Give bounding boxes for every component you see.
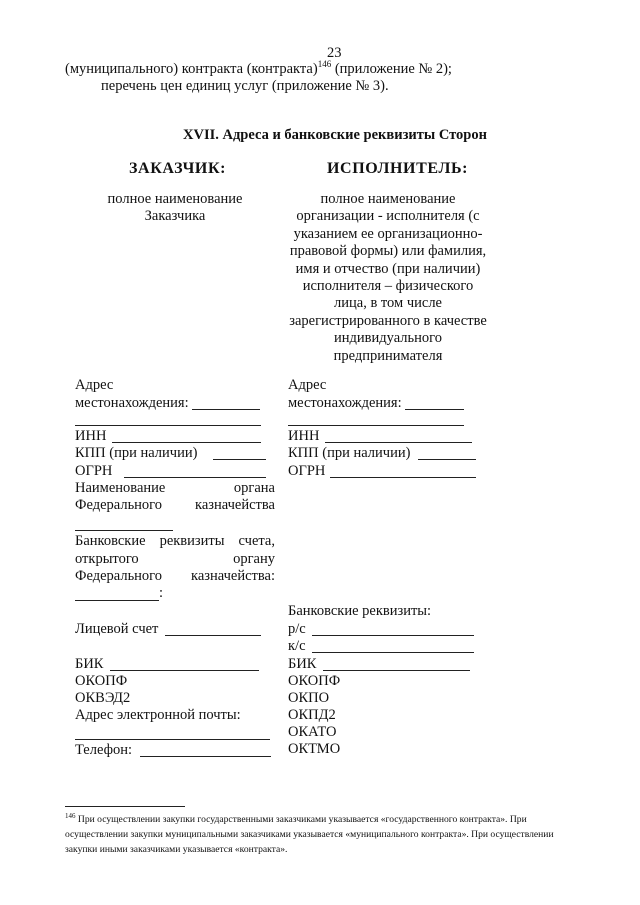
contractor-inn-label: ИНН — [288, 428, 320, 444]
contractor-kpp-label: КПП (при наличии) — [288, 445, 411, 461]
contractor-address-label-1: Адрес — [288, 377, 327, 393]
customer-bank-row-2 — [75, 551, 275, 569]
contractor-okpo-label: ОКПО — [288, 690, 330, 706]
contractor-name-line: зарегистрированного в качестве — [289, 312, 487, 329]
word: казначейства — [195, 497, 275, 513]
footnote-number: 146 — [65, 811, 76, 820]
customer-inn-blank[interactable] — [112, 442, 261, 443]
customer-ogrn-label: ОГРН — [75, 463, 113, 479]
contractor-address-label-2: местонахождения: — [288, 395, 402, 411]
customer-bank-row-1 — [75, 533, 275, 551]
customer-personal-account-label: Лицевой счет — [75, 621, 159, 637]
customer-email-blank[interactable] — [75, 739, 270, 740]
page-number: 23 — [327, 45, 342, 61]
customer-bik-blank[interactable] — [110, 670, 259, 671]
contractor-rs-label: р/с — [288, 621, 306, 637]
contractor-name-line: индивидуального — [334, 330, 442, 347]
customer-bik-label: БИК — [75, 656, 104, 672]
customer-inn-label: ИНН — [75, 428, 107, 444]
customer-phone-blank[interactable] — [140, 756, 271, 757]
customer-treasury-name — [75, 480, 275, 514]
contractor-name-line: имя и отчество (при наличии) — [295, 260, 481, 277]
footnote-line-2: осуществлении закупки муниципальными заказчиками указывается «муниципального контракта». При осуществлении — [65, 829, 554, 840]
word: казначейства: — [191, 568, 275, 584]
customer-email-label: Адрес электронной почты: — [75, 707, 241, 723]
customer-heading: ЗАКАЗЧИК: — [129, 160, 227, 177]
contractor-name-line: предпринимателя — [333, 347, 443, 364]
intro-line-1-start: (муниципального) контракта (контракта) — [65, 61, 318, 77]
word: Федерального — [75, 497, 163, 513]
word: Банковские — [75, 533, 146, 549]
customer-phone-label: Телефон: — [75, 742, 133, 758]
intro-line-2: перечень цен единиц услуг (приложение № 3). — [101, 78, 389, 94]
contractor-address-blank-2[interactable] — [288, 425, 464, 426]
word: органу — [233, 550, 275, 567]
word: Федерального — [75, 568, 163, 584]
customer-ogrn-blank[interactable] — [124, 477, 266, 478]
customer-kpp-label: КПП (при наличии) — [75, 445, 198, 461]
customer-kpp-blank[interactable] — [213, 459, 266, 460]
contractor-inn-blank[interactable] — [325, 442, 472, 443]
word: органа — [233, 480, 275, 496]
contractor-address-blank[interactable] — [405, 409, 464, 410]
contractor-bik-label: БИК — [288, 656, 317, 672]
customer-name-line-2: Заказчика — [144, 208, 206, 224]
contractor-name-line: лица, в том числе — [334, 295, 442, 312]
contractor-name-caption — [278, 191, 498, 365]
intro-line-1-end: (приложение № 2); — [331, 61, 452, 77]
word: счета, — [238, 533, 275, 549]
customer-okopf-label: ОКОПФ — [75, 673, 128, 689]
contractor-name-line: полное наименование — [320, 191, 456, 207]
customer-bank-blank[interactable] — [75, 600, 159, 601]
word: реквизиты — [159, 533, 225, 549]
contractor-rs-blank[interactable] — [312, 635, 474, 636]
contractor-ks-label: к/с — [288, 638, 306, 654]
customer-name-line-1: полное наименование — [107, 191, 243, 207]
contractor-name-line: указанием ее организационно- — [293, 225, 483, 242]
contractor-kpp-blank[interactable] — [418, 459, 476, 460]
footnote-line-3: закупки иными заказчиками указывается «контракта». — [65, 844, 288, 855]
contractor-heading: ИСПОЛНИТЕЛЬ: — [327, 160, 469, 177]
section-title: XVII. Адреса и банковские реквизиты Сторон — [183, 127, 487, 143]
customer-address-blank-2[interactable] — [75, 425, 261, 426]
customer-bank-row-3 — [75, 568, 275, 586]
contractor-bank-details-label: Банковские реквизиты: — [288, 603, 432, 619]
contractor-bik-blank[interactable] — [323, 670, 470, 671]
customer-bank-account — [75, 533, 275, 586]
intro-line-1 — [65, 61, 452, 78]
footnote-text-1: При осуществлении закупки государственными заказчиками указывается «государственного контракта». При — [75, 814, 527, 825]
contractor-ogrn-blank[interactable] — [330, 477, 476, 478]
customer-treasury-row-2 — [75, 497, 275, 514]
customer-okved2-label: ОКВЭД2 — [75, 690, 131, 706]
contractor-name-line: правовой формы) или фамилия, — [289, 243, 487, 260]
contractor-okato-label: ОКАТО — [288, 724, 337, 740]
customer-address-label-2: местонахождения: — [75, 395, 189, 411]
customer-bank-colon: : — [159, 585, 164, 601]
customer-personal-account-blank[interactable] — [165, 635, 261, 636]
contractor-okpd2-label: ОКПД2 — [288, 707, 336, 723]
footnote-line-1 — [65, 812, 527, 827]
customer-treasury-row-1 — [75, 480, 275, 497]
customer-address-blank[interactable] — [192, 409, 260, 410]
contractor-name-line: организации - исполнителя (с — [296, 208, 480, 225]
footnote-separator — [65, 806, 185, 807]
contractor-name-line: исполнителя – физического — [302, 278, 474, 295]
word: открытого — [75, 550, 139, 567]
contractor-oktmo-label: ОКТМО — [288, 741, 341, 757]
footnote-ref-146: 146 — [317, 59, 332, 70]
customer-address-label-1: Адрес — [75, 377, 114, 393]
customer-treasury-blank[interactable] — [75, 530, 173, 531]
contractor-ogrn-label: ОГРН — [288, 463, 326, 479]
word: Наименование — [75, 480, 166, 496]
contractor-ks-blank[interactable] — [312, 652, 474, 653]
contractor-okopf-label: ОКОПФ — [288, 673, 341, 689]
customer-name-caption — [75, 191, 275, 225]
